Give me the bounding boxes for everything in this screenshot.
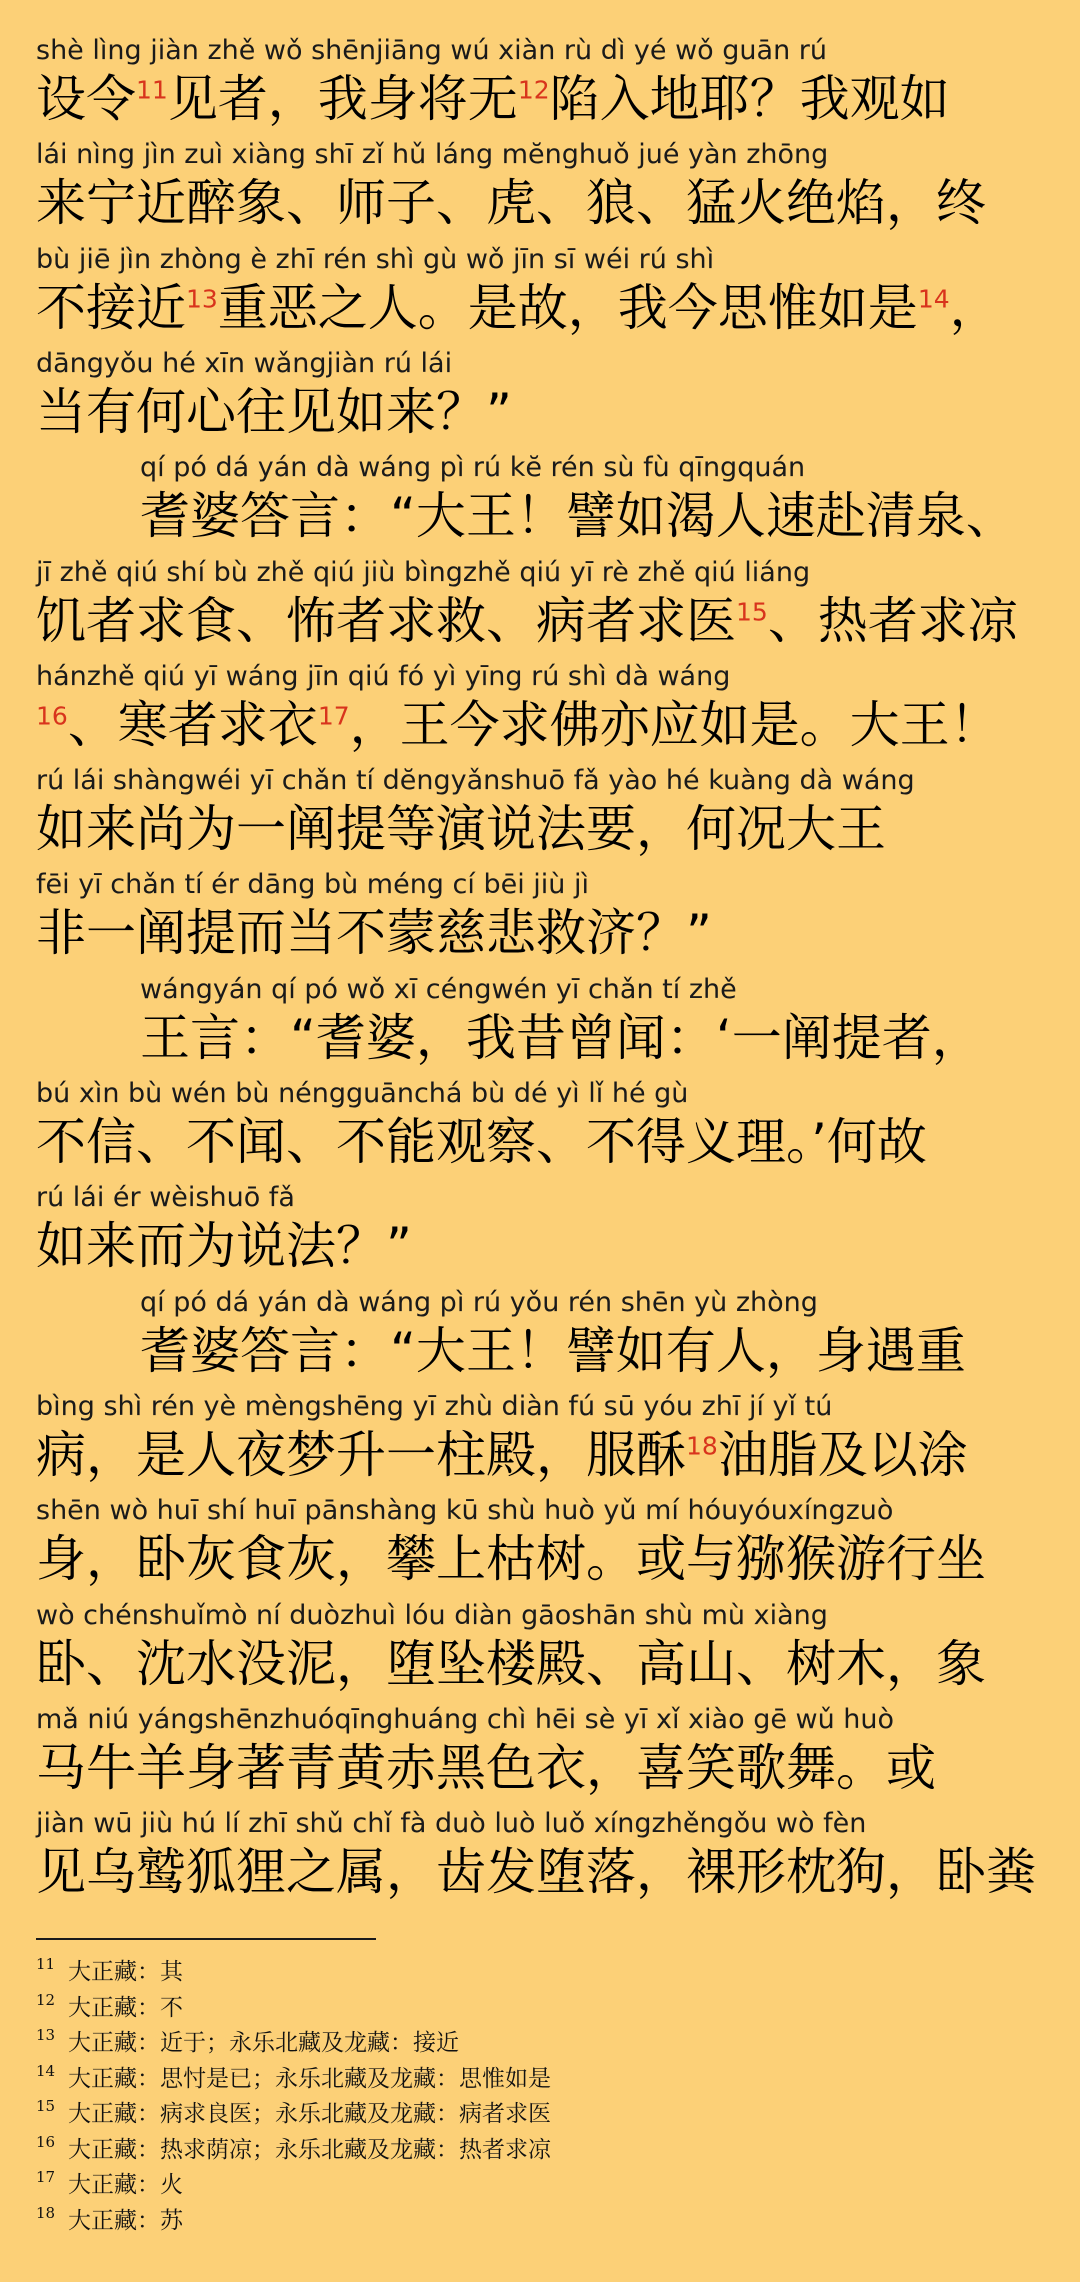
hanzi-line	[36, 1635, 1046, 1693]
footnote-row	[36, 2201, 551, 2237]
pinyin-line: bù jiē jìn zhòng è zhī rén shì gù wǒ jīn sī wéi rú shì	[36, 243, 715, 275]
hanzi-text: 王言：“耆婆，我昔曾闻：‘一阐提者，	[140, 1008, 982, 1067]
footnote-row	[36, 2130, 551, 2166]
footnote-number: 12	[36, 1990, 56, 2009]
footnote-number: 16	[36, 2132, 56, 2151]
pinyin-line: qí pó dá yán dà wáng pì rú yǒu rén shēn yù zhòng	[140, 1286, 818, 1318]
footnote-text: 大正藏：近于；永乐北藏及龙藏：接近	[68, 2030, 459, 2057]
hanzi-text: ，	[949, 278, 1000, 337]
footnote-text: 大正藏：苏	[68, 2207, 183, 2234]
hanzi-text: 重恶之人。是故，我今思惟如是	[217, 278, 918, 337]
hanzi-text: 设令	[36, 70, 136, 128]
footnote-number: 11	[36, 1955, 56, 1973]
hanzi-line	[36, 800, 1046, 858]
hanzi-text: 非一阐提而当不蒙慈悲救济？”	[36, 904, 712, 963]
hanzi-line	[36, 1739, 1046, 1797]
hanzi-line	[36, 592, 1046, 650]
footnote-number: 14	[36, 2061, 56, 2080]
hanzi-line	[36, 70, 1046, 128]
pinyin-line: bú xìn bù wén bù néngguānchá bù dé yì lǐ hé gù	[36, 1078, 689, 1109]
footnote-row	[36, 2023, 551, 2059]
pinyin-line: mǎ niú yángshēnzhuóqīnghuáng chì hēi sè yī xǐ xiào gē wǔ huò	[36, 1703, 895, 1735]
hanzi-text: 马牛羊身著青黄赤黑色衣，喜笑歌舞。或	[36, 1738, 936, 1797]
pinyin-line: rú lái shàngwéi yī chǎn tí dĕngyǎnshuō fǎ yào hé kuàng dà wáng	[36, 765, 915, 797]
hanzi-text: 来宁近醉象、师子、虎、狼、猛火绝焰，终	[36, 174, 986, 233]
hanzi-text: 饥者求食、怖者求救、病者求医	[36, 591, 736, 650]
hanzi-line	[36, 383, 1046, 441]
pinyin-line: shè lìng jiàn zhě wǒ shēnjiāng wú xiàn rù dì yé wǒ guān rú	[36, 35, 827, 66]
pinyin-line: fēi yī chǎn tí ér dāng bù méng cí bēi jiù jì	[36, 869, 589, 901]
footnote-number: 15	[36, 2097, 56, 2115]
footnote-marker: 12	[517, 75, 550, 105]
pinyin-line: rú lái ér wèishuō fǎ	[36, 1182, 295, 1214]
footnote-number: 13	[36, 2026, 56, 2044]
footnote-marker: 18	[686, 1431, 718, 1461]
hanzi-text: 当有何心往见如来？”	[36, 382, 512, 441]
footnote-text: 大正藏：思忖是已；永乐北藏及龙藏：思惟如是	[68, 2065, 551, 2092]
hanzi-text: 不信、不闻、不能观察、不得义理。’何故	[36, 1113, 927, 1171]
footnote-marker: 17	[317, 701, 350, 731]
pinyin-line: lái nìng jìn zuì xiàng shī zǐ hǔ láng mĕnghuǒ jué yàn zhōng	[36, 139, 829, 171]
footnote-marker: 11	[136, 75, 168, 105]
hanzi-line	[36, 1113, 1046, 1171]
footnote-marker: 14	[917, 283, 950, 313]
hanzi-text: 不接近	[36, 278, 186, 337]
hanzi-line	[36, 279, 1046, 337]
footnote-separator	[36, 1938, 376, 1940]
pinyin-line: bìng shì rén yè mèngshēng yī zhù diàn fú sū yóu zhī jí yǐ tú	[36, 1390, 833, 1422]
hanzi-text: 耆婆答言：“大王！譬如渴人速赴清泉、	[140, 487, 1016, 546]
hanzi-text: 病，是人夜梦升一柱殿，服酥	[36, 1425, 686, 1484]
footnote-text: 大正藏：其	[68, 1959, 183, 1986]
footnote-text: 大正藏：病求良医；永乐北藏及龙藏：病者求医	[68, 2101, 551, 2128]
hanzi-line	[140, 1009, 1080, 1067]
footnote-number: 18	[36, 2203, 56, 2222]
hanzi-text: 、热者求凉	[767, 591, 1018, 650]
footnote-marker: 15	[736, 596, 768, 626]
hanzi-text: 见乌鹫狐狸之属，齿发堕落，裸形枕狗，卧粪	[36, 1843, 1036, 1902]
hanzi-text: 陷入地耶？我观如	[549, 70, 950, 128]
pinyin-line: qí pó dá yán dà wáng pì rú kĕ rén sù fù qīngquán	[140, 452, 806, 484]
hanzi-line	[36, 1530, 1046, 1588]
footnote-marker: 16	[36, 701, 68, 731]
footnotes	[36, 1952, 551, 2236]
hanzi-line	[36, 904, 1046, 962]
hanzi-line	[36, 696, 1046, 754]
footnote-number: 17	[36, 2168, 56, 2186]
pinyin-line: hánzhě qiú yī wáng jīn qiú fó yì yīng rú shì dà wáng	[36, 660, 731, 692]
hanzi-text: 身，卧灰食灰，攀上枯树。或与猕猴游行坐	[36, 1530, 986, 1589]
footnote-marker: 13	[186, 283, 218, 313]
hanzi-line	[36, 1843, 1046, 1901]
pinyin-line: jī zhě qiú shí bù zhě qiú jiù bìngzhě qiú yī rè zhě qiú liáng	[36, 556, 811, 588]
hanzi-text: 如来尚为一阐提等演说法要，何况大王	[36, 800, 886, 859]
pinyin-line: shēn wò huī shí huī pānshàng kū shù huò yǔ mí hóuyóuxíngzuò	[36, 1495, 894, 1527]
footnote-row	[36, 1988, 551, 2024]
hanzi-line	[36, 174, 1046, 232]
hanzi-line	[140, 487, 1080, 545]
pinyin-line: dāngyǒu hé xīn wǎngjiàn rú lái	[36, 347, 453, 379]
hanzi-text: 如来而为说法？”	[36, 1217, 412, 1276]
hanzi-text: 耆婆答言：“大王！譬如有人，身遇重	[140, 1321, 966, 1380]
footnote-text: 大正藏：火	[68, 2172, 183, 2199]
pinyin-line: jiàn wū jiù hú lí zhī shǔ chǐ fà duò luò luǒ xíngzhěngǒu wò fèn	[36, 1808, 867, 1840]
footnote-row	[36, 2094, 551, 2130]
pinyin-line: wò chénshuǐmò ní duòzhuì lóu diàn gāoshān shù mù xiàng	[36, 1599, 828, 1631]
hanzi-text: 见者，我身将无	[167, 70, 518, 128]
hanzi-line	[36, 1217, 1046, 1275]
footnote-row	[36, 2165, 551, 2201]
footnote-text: 大正藏：不	[68, 1994, 183, 2021]
footnote-text: 大正藏：热求荫凉；永乐北藏及龙藏：热者求凉	[68, 2136, 551, 2163]
hanzi-line	[36, 1426, 1046, 1484]
hanzi-text: 卧、沈水没泥，堕坠楼殿、高山、树木，象	[36, 1634, 986, 1693]
hanzi-text: 、寒者求衣	[67, 695, 318, 754]
pinyin-line: wángyán qí pó wǒ xī céngwén yī chǎn tí zhě	[140, 973, 737, 1005]
hanzi-text: 油脂及以涂	[717, 1425, 968, 1484]
footnote-row	[36, 2059, 551, 2095]
hanzi-line	[140, 1322, 1080, 1380]
footnote-row	[36, 1952, 551, 1988]
hanzi-text: ，王今求佛亦应如是。大王！	[349, 695, 1000, 754]
